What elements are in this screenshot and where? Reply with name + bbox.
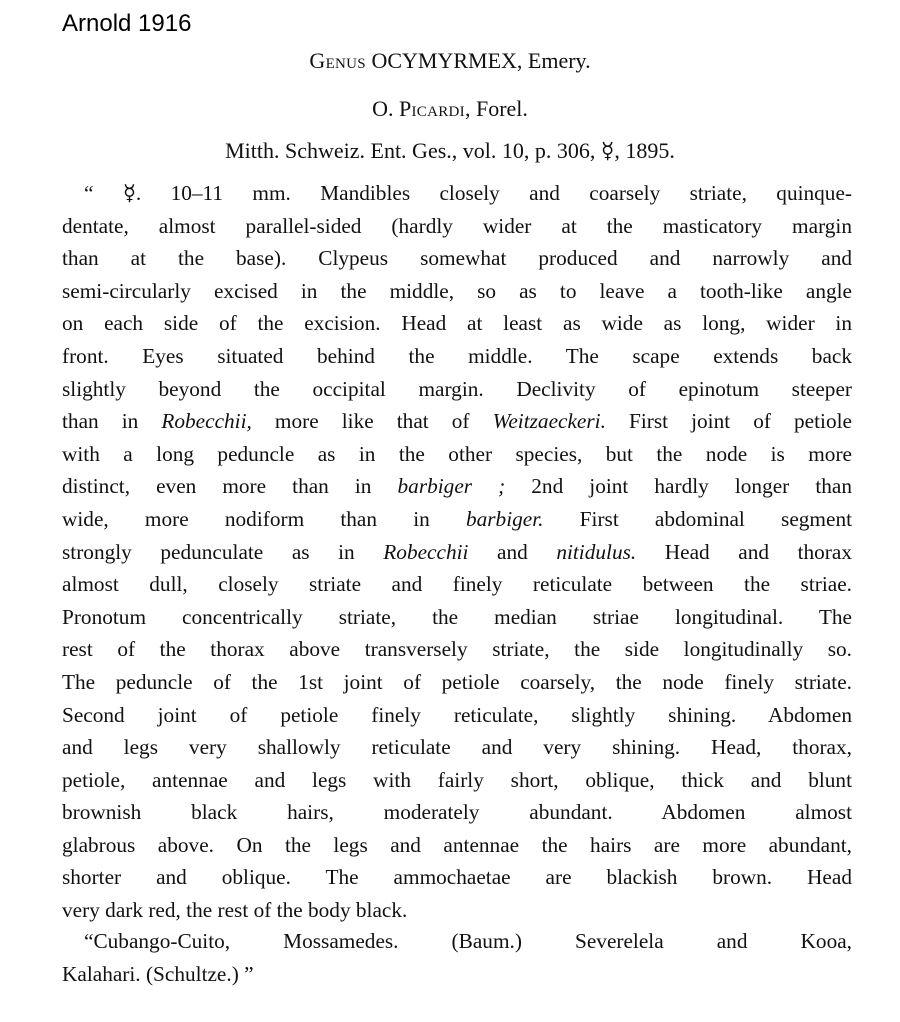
description-line: than at the base). Clypeus somewhat produced and narrowly and: [62, 246, 852, 271]
description-text: [62, 177, 852, 927]
text-run: wide, more nodiform than in: [62, 506, 466, 531]
description-line: “ ☿. 10–11 mm. Mandibles closely and coarsely striate, quinque-: [84, 181, 852, 205]
description-line: The peduncle of the 1st joint of petiole coarsely, the node finely striate.: [62, 669, 852, 694]
description-line: dentate, almost parallel-sided (hardly wider at the masticatory margin: [62, 213, 852, 238]
description-line: and legs very shallowly reticulate and very shining. Head, thorax,: [62, 735, 852, 760]
locality-text: [62, 925, 852, 990]
description-line: [62, 470, 852, 503]
species-heading: [0, 96, 900, 122]
worker-symbol: ☿: [600, 138, 615, 163]
description-line: slightly beyond the occipital margin. Declivity of epinotum steeper: [62, 376, 852, 401]
locality-line: “Cubango-Cuito, Mossamedes. (Baum.) Severelela and Kooa,: [84, 929, 852, 953]
description-line: [62, 503, 852, 536]
description-line: glabrous above. On the legs and antennae the hairs are more abundant,: [62, 832, 852, 857]
description-line: brownish black hairs, moderately abundant. Abdomen almost: [62, 800, 852, 825]
species-name-italic: barbiger.: [465, 506, 544, 531]
genus-name: OCYMYRMEX, Emery.: [371, 48, 591, 73]
description-line: front. Eyes situated behind the middle. The scape extends back: [62, 343, 852, 368]
description-line: semi-circularly excised in the middle, so as to leave a tooth-like angle: [62, 278, 852, 303]
text-run: Head and thorax: [636, 539, 853, 564]
description-line: petiole, antennae and legs with fairly short, oblique, thick and blunt: [62, 767, 852, 792]
species-name-italic: Robecchii: [383, 539, 469, 564]
description-line: [62, 405, 852, 438]
species-name-italic: barbiger ;: [397, 474, 506, 499]
text-run: First abdominal segment: [543, 506, 853, 531]
source-label: Arnold 1916: [62, 10, 192, 37]
text-run: First joint of petiole: [605, 409, 852, 434]
description-line: very dark red, the rest of the body black.: [62, 898, 408, 923]
description-line: Pronotum concentrically striate, the median striae longitudinal. The: [62, 604, 852, 629]
text-run: distinct, even more than in: [62, 474, 398, 499]
description-line: with a long peduncle as in the other species, but the node is more: [62, 441, 852, 466]
description-line: almost dull, closely striate and finely reticulate between the striae.: [62, 572, 852, 597]
description-line: Second joint of petiole finely reticulate, slightly shining. Abdomen: [62, 702, 852, 727]
description-line: [62, 536, 852, 569]
text-run: than in: [62, 409, 162, 434]
genus-heading: [0, 48, 900, 74]
locality-line: Kalahari. (Schultze.) ”: [62, 961, 254, 986]
original-citation: [0, 138, 900, 164]
description-line: shorter and oblique. The ammochaetae are blackish brown. Head: [62, 865, 852, 890]
species-name: Picardi: [398, 96, 465, 121]
species-name-italic: Weitzaeckeri.: [492, 409, 606, 434]
genus-word: Genus: [309, 48, 366, 73]
citation-start: Mitth. Schweiz. Ent. Ges., vol. 10, p. 306,: [225, 138, 596, 163]
species-name-italic: Robecchii,: [161, 409, 252, 434]
species-author: , Forel.: [464, 96, 528, 121]
text-run: more like that of: [251, 409, 493, 434]
species-prefix: O.: [372, 96, 394, 121]
description-line: on each side of the excision. Head at least as wide as long, wider in: [62, 311, 852, 336]
description-line: rest of the thorax above transversely striate, the side longitudinally so.: [62, 637, 852, 662]
text-run: and: [468, 539, 557, 564]
text-run: 2nd joint hardly longer than: [505, 474, 852, 499]
citation-end: , 1895.: [614, 138, 675, 163]
species-name-italic: nitidulus.: [556, 539, 637, 564]
text-run: strongly pedunculate as in: [62, 539, 384, 564]
